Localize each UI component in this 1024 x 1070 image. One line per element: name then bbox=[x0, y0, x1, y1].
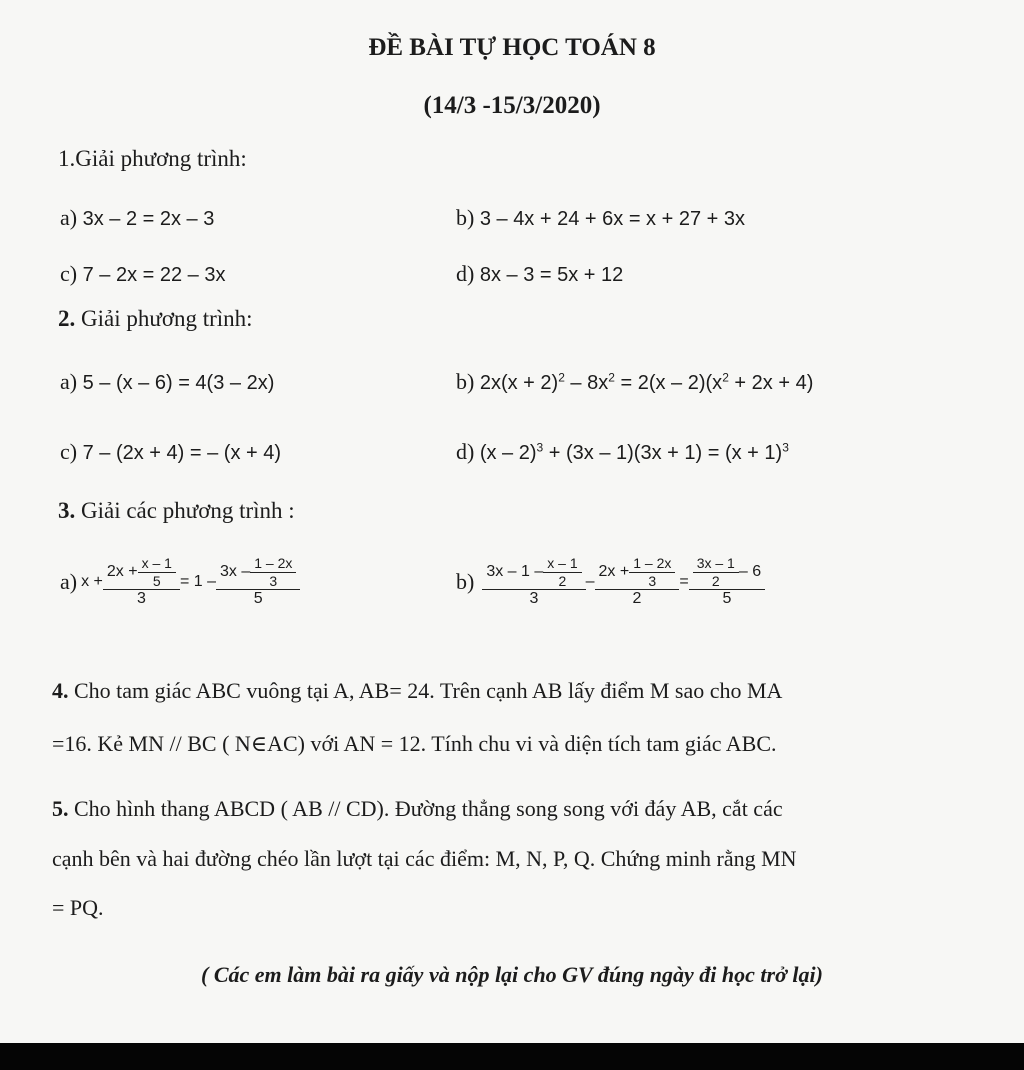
section-5-line-1 bbox=[52, 796, 783, 822]
s3-number: 3. bbox=[58, 498, 76, 523]
s3-item-a bbox=[60, 556, 300, 608]
section-1-heading: 1.Giải phương trình: bbox=[58, 146, 247, 171]
s3b-f3-inner-fraction: $\frac{3x - 1}{2}$ bbox=[695, 556, 737, 588]
s1-d-label: d) bbox=[456, 261, 475, 286]
s2-item-c bbox=[60, 439, 281, 465]
s1-item-d bbox=[456, 261, 623, 287]
s1-item-c bbox=[60, 261, 225, 287]
s5-text-1: Cho hình thang ABCD ( AB // CD). Đường thẳng song song với đáy AB, cắt các bbox=[68, 796, 783, 821]
s3b-fraction-2 bbox=[597, 556, 678, 608]
s2-b-equation: $2x(x + 2)^2 - 8x^2 = 2(x - 2)(x^2 + 2x + 4)$ bbox=[479, 370, 814, 394]
s5-number: 5. bbox=[52, 796, 69, 821]
s2-number: 2. bbox=[58, 306, 76, 331]
s3b-f1-inner-fraction: $\frac{x - 1}{2}$ bbox=[545, 556, 579, 588]
s1-a-equation: 3x – 2 = 2x – 3 bbox=[82, 208, 215, 230]
section-4-line-2: =16. Kẻ MN // BC ( N∈AC) với AN = 12. Tính chu vi và diện tích tam giác ABC. bbox=[52, 731, 777, 756]
s2-item-a bbox=[60, 369, 274, 395]
s3-b-label: b) bbox=[456, 569, 475, 595]
s3a-eq-one-minus: = 1 – bbox=[179, 572, 216, 590]
s2-item-b bbox=[456, 369, 813, 395]
s2-a-equation: 5 – (x – 6) = 4(3 – 2x) bbox=[82, 372, 275, 394]
s3b-equals: = bbox=[679, 572, 689, 590]
s3b-f1-num-left: 3x – 1 – bbox=[486, 562, 544, 580]
section-5-line-2: cạnh bên và hai đường chéo lần lượt tại các điểm: M, N, P, Q. Chứng minh rằng MN bbox=[52, 846, 797, 871]
s2-d-label: d) bbox=[456, 439, 475, 464]
s1-b-equation: 3 – 4x + 24 + 6x = x + 27 + 3x bbox=[479, 208, 746, 230]
s3a-fraction-2 bbox=[218, 556, 298, 608]
s2-c-label: c) bbox=[60, 439, 78, 464]
worksheet-date: (14/3 -15/3/2020) bbox=[423, 92, 601, 119]
s3b-f3-denominator: 5 bbox=[689, 589, 765, 608]
s3a-f2-inner-fraction: $\frac{1 - 2x}{3}$ bbox=[252, 556, 294, 588]
s3b-f1-denominator: 3 bbox=[482, 589, 585, 608]
submission-note: ( Các em làm bài ra giấy và nộp lại cho GV đúng ngày đi học trở lại) bbox=[201, 962, 823, 987]
s3a-f1-denominator: 3 bbox=[103, 589, 180, 608]
s3a-f1-inner-fraction: $\frac{x - 1}{5}$ bbox=[140, 556, 174, 588]
s2-item-d bbox=[456, 439, 789, 465]
s3b-minus: – bbox=[585, 572, 595, 590]
s4-text-1: Cho tam giác ABC vuông tại A, AB= 24. Trên cạnh AB lấy điểm M sao cho MA bbox=[68, 678, 783, 703]
s2-c-equation: 7 – (2x + 4) = – (x + 4) bbox=[82, 442, 282, 464]
s2-d-equation: $(x - 2)^3 + (3x - 1)(3x + 1) = (x + 1)^3$ bbox=[479, 440, 789, 464]
s3-item-b bbox=[456, 556, 765, 608]
s1-a-label: a) bbox=[60, 205, 78, 230]
s3a-f2-denominator: 5 bbox=[216, 589, 300, 608]
s3a-x-plus: x + bbox=[81, 572, 103, 590]
s3-heading-text: Giải các phương trình : bbox=[75, 498, 295, 523]
section-3-heading bbox=[58, 498, 295, 524]
worksheet-title: ĐỀ BÀI TỰ HỌC TOÁN 8 bbox=[368, 34, 656, 61]
s1-d-equation: 8x – 3 = 5x + 12 bbox=[479, 264, 624, 286]
s3a-fraction-1 bbox=[105, 556, 178, 608]
s3b-fraction-3 bbox=[691, 556, 763, 608]
s1-c-equation: 7 – 2x = 22 – 3x bbox=[82, 264, 226, 286]
s3-a-label: a) bbox=[60, 569, 78, 595]
s1-c-label: c) bbox=[60, 261, 78, 286]
s1-item-a bbox=[60, 205, 214, 231]
section-5-line-3: = PQ. bbox=[52, 895, 104, 920]
s3a-f1-num-left: 2x + bbox=[106, 562, 138, 580]
s1-b-label: b) bbox=[456, 205, 475, 230]
s2-b-label: b) bbox=[456, 369, 475, 394]
s4-number: 4. bbox=[52, 678, 69, 703]
s2-heading-text: Giải phương trình: bbox=[75, 306, 253, 331]
s1-item-b bbox=[456, 205, 745, 231]
s3b-fraction-1 bbox=[484, 556, 583, 608]
s3b-f3-num-right: – 6 bbox=[738, 562, 762, 580]
bottom-black-bar bbox=[0, 1043, 1024, 1070]
s3a-f2-num-left: 3x – bbox=[219, 562, 251, 580]
section-4-line-1 bbox=[52, 678, 782, 704]
s3b-f2-denominator: 2 bbox=[595, 589, 680, 608]
s3b-f2-num-left: 2x + bbox=[598, 562, 630, 580]
s2-a-label: a) bbox=[60, 369, 78, 394]
section-2-heading bbox=[58, 306, 253, 332]
s3b-f2-inner-fraction: $\frac{1 - 2x}{3}$ bbox=[631, 556, 673, 588]
